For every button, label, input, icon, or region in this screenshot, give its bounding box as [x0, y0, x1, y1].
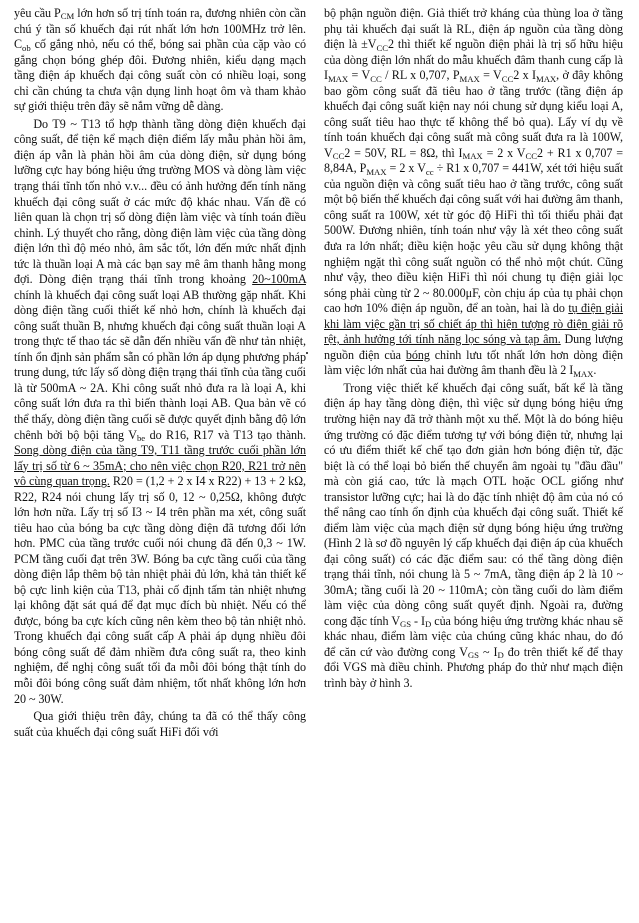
margin-dot-mark	[306, 352, 308, 354]
subscript: be	[137, 432, 146, 443]
subscript: CM	[60, 11, 75, 22]
text-run: chỉnh lưu tốt nhất lớn hơn dòng điện làm việc lớn nhất của hai đường âm thanh đều là 2 I	[324, 347, 623, 378]
subscript: MAX	[536, 73, 557, 84]
paragraph	[324, 381, 623, 692]
text-run: Dung lượng nguồn điện của	[324, 332, 623, 362]
text-run: do R16, R17 và T13 tạo thành.	[145, 427, 307, 442]
text-run: đo trên thiết kế để thay đổi VGS mà điều chỉnh. Phương pháp đo thử như mạch điện trình bày ở hình 3.	[324, 644, 623, 691]
text-run: lớn hơn số trị tính toán ra, đương nhiên còn cần chú ý tần số khuếch đại rút nhất lớn hơn 100MHz trở lên. C	[14, 6, 306, 52]
text-run: Qua giới thiệu trên đây, chúng ta đã có thể thấy công suất của khuếch đại công suất HiFi đối với	[14, 709, 306, 739]
subscript: cc	[425, 166, 434, 177]
subscript: D	[425, 619, 432, 630]
text-run: ÷ R1 x 0,707 = 441W, xét tới hiệu suất của nguồn điện và công suất tiêu hao ở tầng trước, công suất một bộ biến thế khuếch đại công suất với hai đường âm thanh, công suất ra 100W, xét từ góc độ HiFi thì tối thiểu phải đạt 500W. Đương nhiên, tính toán như vậy là xét theo công suất đưa ra lớn nhất; điều kiện hoặc yêu cầu sử dụng không thật nghiệm ngặt thì công suất nguồn có thể nhỏ một chút. Cũng như vậy, theo điều kiện HiFi thì nói chung tụ điện giải lọc sóng phải cùng từ 2 ~ 80.000μF, còn chịu áp của tụ phải chọn cao hơn 10% điện áp nguồn, để an toàn, hai là do	[324, 161, 623, 316]
subscript: MAX	[366, 166, 387, 177]
subscript: GS	[467, 650, 479, 661]
text-run: yêu cầu P	[14, 6, 61, 20]
subscript: CC	[370, 73, 382, 84]
subscript: ob	[22, 42, 31, 53]
text-run: của bóng hiệu ứng trường khác nhau sẽ khác nhau, điểm làm việc của chúng cũng khác nhau, do đó để căn cứ vào đường cong V	[324, 613, 623, 659]
subscript: CC	[525, 151, 537, 162]
column-right	[324, 6, 623, 915]
subscript: GS	[400, 619, 412, 630]
underlined-text: bóng	[405, 347, 430, 362]
subscript: MAX	[573, 368, 594, 379]
subscript: CC	[501, 73, 514, 84]
paragraph	[324, 6, 623, 379]
text-run: - I	[411, 613, 425, 628]
text-run: 2 + R1 x 0,707 = 8,84A, P	[324, 145, 623, 176]
text-run: bộ phận nguồn điện. Giả thiết trở kháng của thùng loa ở tầng phụ tải khuếch đại suất là RL, điện áp nguồn của tầng dòng điện là ±V	[324, 6, 623, 52]
text-run: .	[593, 363, 597, 378]
text-run: Do T9 ~ T13 tổ hợp thành tầng dòng điện khuếch đại công suất, để tiện kể mạch điện điểm lấy mẫu phản hồi âm, điện áp vẫn là phản hồi âm của dòng điện, sử dụng bóng lưỡng cực hay bóng hiệu ứng trường MOS và dòng làm việc trạng thái tĩnh tốn nhỏ v.v... đều có ảnh hưởng đến tính năng khuếch đại công suất ở các mức độ khác nhau. Vấn đề có liên quan là chọn trị số dòng điện làm việc và tính toán điều chỉnh. Lý thuyết cho rằng, dòng điện làm việc của tầng dòng điện lớn thì độ méo nhỏ, âm sắc tốt, lớn đến mức nhất định tức là thuần loại A mà các bạn say mê âm thanh hằng mong đợi. Dòng điện trạng thái tĩnh trong khoảng	[14, 116, 306, 287]
text-run: / RL x 0,707, P	[381, 68, 460, 83]
subscript: MAX	[327, 73, 349, 84]
column-left	[14, 6, 306, 915]
text-run: = 2 x V	[386, 161, 426, 176]
underlined-text: tụ điện giải khi làm việc gần trị số chiết áp thì hiện tượng rò điện giải rõ rệt, ảnh hưởng tới tính năng lọc sóng và tạp âm.	[324, 301, 623, 347]
paragraph	[14, 6, 306, 115]
text-run: 2 x I	[513, 68, 536, 83]
text-run: chính là khuếch đại công suất loại AB thường gặp nhất. Khi dòng điện tầng cuối thiết kế nhỏ hơn, chính là khuếch đại công suất thuần B, nhưng khuếch đại công suất thuần loại A trong thực tế thao tác sẽ dẫn đến nhiều vấn đề như tản nhiệt, tính ổn định sản phẩm sẵn có phần lớn áp dụng phương pháp trung dung, tức lấy số dòng điện trạng thái tĩnh của tầng cuối là từ 500mA ~ 2A. Khi công suất nhỏ đưa ra là loại A, khi công suất lớn đưa ra thì biến thành loại AB. Qua bản vẽ có thể thấy, dòng điện tầng cuối sẽ được quyết định bằng độ lớn chênh bởi bộ bội tăng V	[14, 287, 306, 442]
paragraph	[14, 117, 306, 707]
subscript: CC	[332, 151, 345, 162]
text-run: 2 = 50V, RL = 8Ω, thì I	[344, 145, 463, 160]
text-run: = V	[479, 68, 502, 83]
text-run: = 2 x V	[482, 145, 526, 160]
text-run: = V	[348, 68, 371, 83]
text-run: , ở đây không bao gồm công suất đã tiêu hao ở tầng trước (tầng điện áp khuếch đại công suất kiện nay nói chung sử dụng kiểu loại A, công suất tiêu hao thực tế không thể bỏ qua). Lấy ví dụ về tính toán khuếch đại công suất mà công suất đưa ra là 100W, V	[324, 68, 623, 160]
subscript: D	[497, 650, 504, 661]
text-run: Trong việc thiết kế khuếch đại công suất, bất kể là tầng điện áp hay tầng dòng điện, thì việc sử dụng bóng hiệu ứng trường hiện nay đã trở thành một xu thế. Một là do bóng hiệu ứng trường có đặc điểm tương tự với bóng điện tử, nhưng lại có ưu điểm thiết kế chế tạo đơn giản hơn bóng điện tử, đặc biệt là có thể loại bỏ biến thế chuyển âm ngoài tụ "đầu đầu" mà còn giá cao, tức là mạch OTL hoặc OCL giống như transistor lưỡng cực; hai là do đặc tính nhiệt độ âm của nó có thể nâng cao tính ổn định của khuếch đại công suất. Thiết kế điểm làm việc của mạch điện sử dụng bóng hiệu ứng trường (Hình 2 là sơ đồ nguyên lý cấp khuếch đại điện áp của khuếch đại công suất) có các đặc điểm sau: có thể tầng dòng điện trạng thái tĩnh, nói chung là 5 ~ 7mA, tầng điện áp 2 là 10 ~ 30mA; tầng cuối là 20 ~ 110mA; còn tầng cuối do làm điểm làm việc của dòng công suất quyết định. Ngoài ra, đường cong đặc tính V	[324, 380, 623, 628]
subscript: MAX	[459, 73, 480, 84]
text-run: 2 thì thiết kế nguồn điện phải là trị số hữu hiệu của dòng điện lớn nhất do mẫu khuếch đâm thanh cung cấp là I	[324, 37, 623, 83]
subscript: CC	[376, 42, 388, 53]
text-run: ~ I	[478, 644, 498, 659]
paragraph	[14, 709, 306, 740]
underlined-text: 20~100mA	[252, 272, 306, 287]
two-column-layout	[14, 6, 625, 915]
subscript: MAX	[462, 151, 483, 162]
text-run: R20 = (1,2 + 2 x I4 x R22) + 13 + 2 kΩ, R22, R24 nói chung lấy trị số 0, 12 ~ 0,25Ω, không được lớn hơn nữa. Lấy trị số I3 ~ I4 trên phần ma xét, công suất tiêu hao của bóng ba cực tầng dòng điện đã tương đối lớn hơn. PMC của tầng trước cuối nói chung đã đến 0,3 ~ 1W. PCM tầng cuối đạt trên 3W. Bóng ba cực tầng cuối của tầng dòng điện lắp thêm bộ tản nhiệt phải đủ lớn, khả tản thiết kế bộ cực linh kiện của T13, phải cố định tấm tản nhiệt nhưng lại không đặt sát quá để đạt mục đích bù nhiệt. Nếu có thể được, bóng ba cực kích cũng nên kèm theo bộ tản nhiệt nhỏ. Trong khuếch đại công suất cấp A phải áp dụng nhiều đôi bóng công suất để đảm nhiềm đưa công suất ra, theo kinh nghiệm, để nghị công suất tối đa mỗi đôi bóng thật tính do mỗi đôi bóng công suất đảm nhiệm, tốt nhất không lớn hơn 20 ~ 30W.	[14, 474, 306, 706]
text-run: cố gắng nhỏ, nếu có thể, bóng sai phần của cặp vào có gắng chọn bóng ghép đôi. Đương nhiên, kiểu dạng mạch tầng điện áp khuếch đại công suất còn có nhiều loại, song chỉ cần chúng ta chưa vận dụng linh hoạt ôm và tham khảo sự giới thiệu trên đây sẽ nắm vững dễ dàng.	[14, 37, 306, 114]
underlined-text: Song dòng điện của tầng T9, T11 tầng trước cuối phần lớn lấy trị số từ 6 ~ 35mA; cho nên việc chọn R20, R21 trở nên vô cùng quan trọng.	[14, 443, 306, 489]
